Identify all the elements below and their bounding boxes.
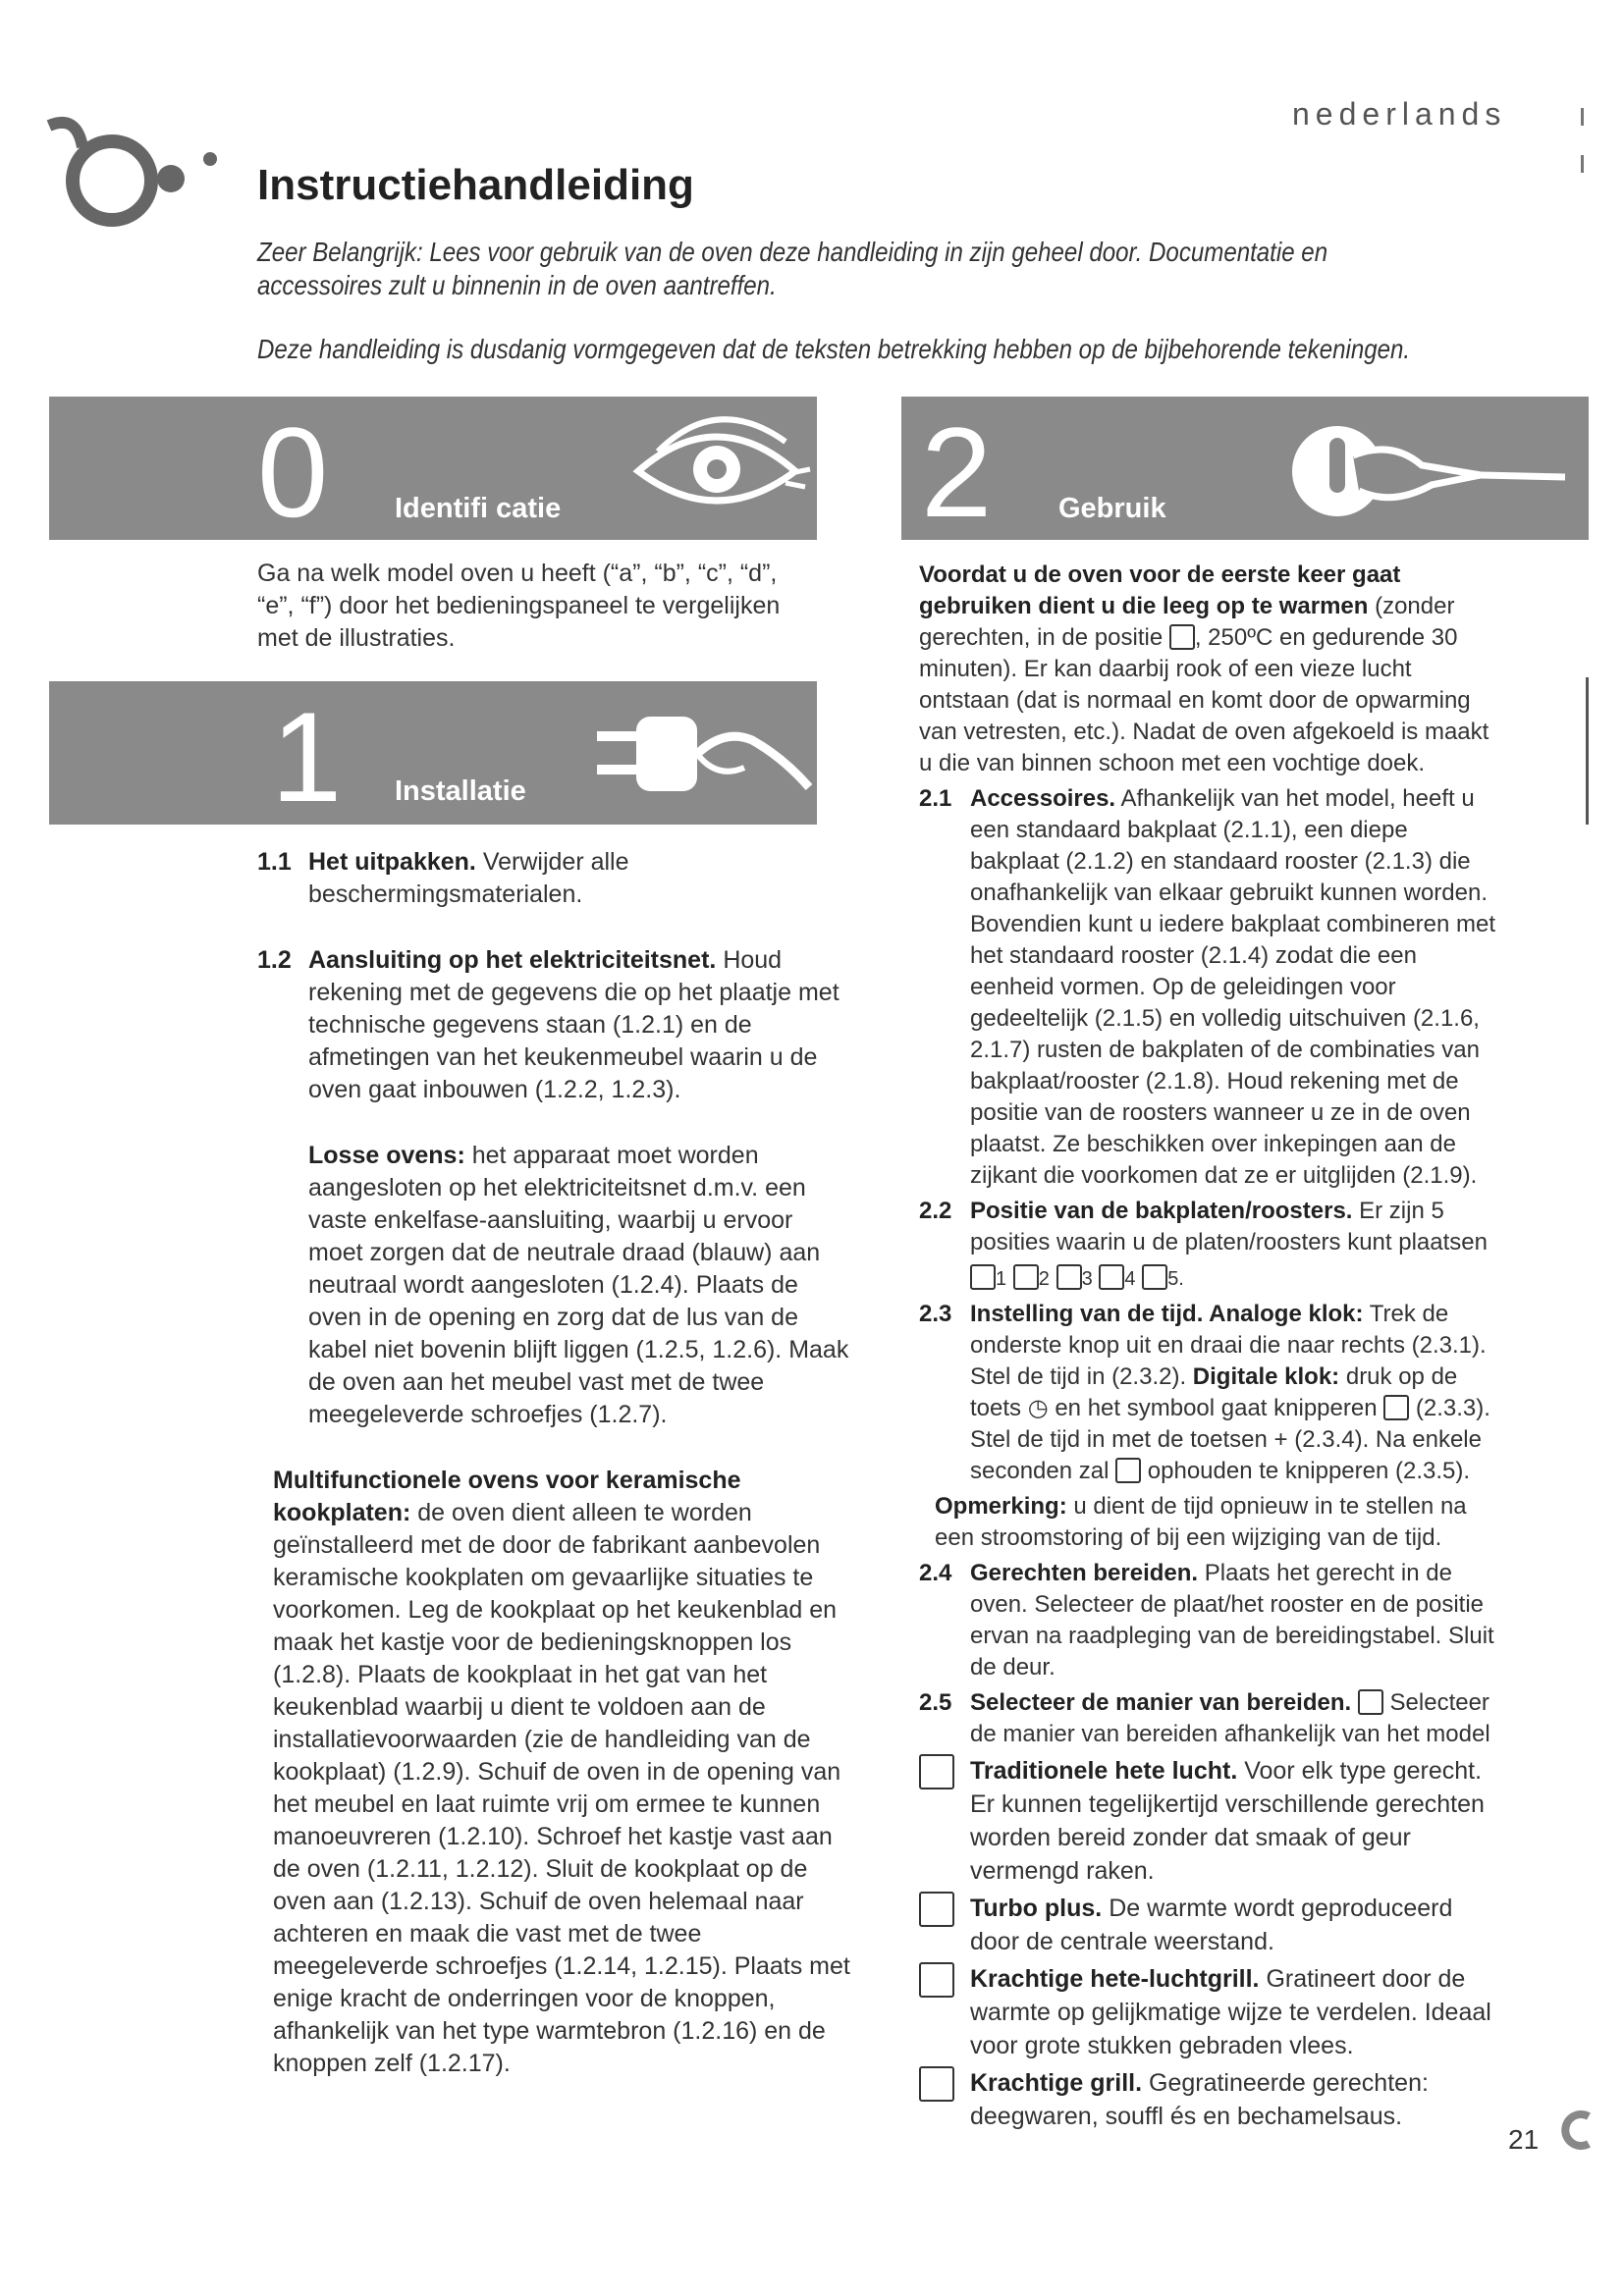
mode-item: Traditionele hete lucht. Voor elk type gerecht. Er kunnen tegelijkertijd verschillende gerechten worden bereid zonder dat smaak of geur vermengd raken. <box>919 1754 1498 1888</box>
item-2-5: 2.5 Selecteer de manier van bereiden. Selecteer de manier van bereiden afhankelijk van het model <box>919 1689 1490 1747</box>
section-number: 1 <box>271 685 343 825</box>
right-column <box>919 560 1498 2133</box>
page-number: 21 <box>1508 2124 1540 2155</box>
note-paragraph: Opmerking: u dient de tijd opnieuw in te stellen na een stroomstoring of bij een wijziging van de tijd. <box>935 1493 1467 1551</box>
losse-ovens-paragraph: Losse ovens: het apparaat moet worden aangesloten op het elektriciteitsnet d.m.v. een vaste enkelfase-aansluiting, waarbij u ervoor moet zorgen dat de neutrale draad (blauw) aan neutraal wordt aangesloten (1.2.4). Plaats de oven in de opening en zorg dat de lus van de kabel niet bovenin blijft liggen (1.2.5, 1.2.6). Maak de oven aan het meubel vast met de twee meegeleverde schroefjes (1.2.7). <box>308 1142 849 1428</box>
plus-minus-icon: + <box>1273 1426 1288 1453</box>
clock-display-icon <box>1383 1395 1409 1420</box>
section-banner-0 <box>49 397 817 540</box>
plug-icon <box>587 699 813 807</box>
shelf-position-icon <box>1013 1264 1039 1290</box>
language-label: nederlands <box>1292 96 1507 132</box>
corner-c-icon <box>1559 2110 1595 2150</box>
intro-text: Zeer Belangrijk: Lees voor gebruik van de oven deze handleiding in zijn geheel door. Documentatie en accessoires zult u binnenin in de oven aantreffen. <box>257 237 1328 300</box>
brand-logo-icon <box>43 108 240 236</box>
identification-text: Ga na welk model oven u heeft (“a”, “b”, “c”, “d”, “e”, “f”) door het bedieningspaneel te vergelijken met de illustraties. <box>257 560 781 652</box>
section-label: Identifi catie <box>395 493 562 524</box>
item-1-2: 1.2 Aansluiting op het elektriciteitsnet. Houd rekening met de gegevens die op het plaatje met technische gegevens staan (1.2.1) en de afmetingen van het keukenmeubel waarin u de oven gaat inbouwen (1.2.2, 1.2.3). <box>257 946 839 1103</box>
shelf-position-icon <box>1099 1264 1124 1290</box>
mode-item: Turbo plus. De warmte wordt geproduceerd door de centrale weerstand. <box>919 1892 1498 1958</box>
shelf-positions: 1 2 3 4 5. <box>970 1262 1184 1295</box>
section-number: 0 <box>257 400 329 540</box>
section-banner-2 <box>901 397 1589 540</box>
clock-display-icon <box>1115 1458 1141 1483</box>
fan-grill-icon <box>919 1962 954 1998</box>
hot-air-fan-icon <box>919 1754 954 1789</box>
edge-marks <box>1581 108 1584 177</box>
margin-rule <box>1586 677 1589 825</box>
item-1-1: 1.1 Het uitpakken. Verwijder alle beschermingsmaterialen. <box>257 848 629 908</box>
page-title: Instructiehandleiding <box>257 161 694 209</box>
mode-selector-icon <box>1358 1689 1383 1715</box>
shelf-position-icon <box>970 1264 996 1290</box>
shelf-position-icon <box>1056 1264 1082 1290</box>
section-label: Installatie <box>395 775 526 807</box>
eye-icon <box>628 412 815 520</box>
intro-note: Deze handleiding is dusdanig vormgegeven dat de teksten betrekking hebben op de bijbehorende tekeningen. <box>257 334 1411 364</box>
section-label: Gebruik <box>1058 493 1166 524</box>
knob-icon <box>1274 416 1569 524</box>
clock-icon: ◷ <box>1027 1395 1049 1421</box>
first-use-paragraph: Voordat u de oven voor de eerste keer gaat gebruiken dient u die leeg op te warmen (zonder gerechten, in de positie , 250ºC en gedurende 30 minuten). Er kan daarbij rook of een vieze lucht ontstaan (dat is normaal en komt door de opwarming van vetresten, etc.). Nadat de oven afgekoeld is maakt u die van binnen schoon met een vochtige doek. <box>919 561 1489 776</box>
shelf-position-icon <box>1142 1264 1167 1290</box>
section-banner-1 <box>49 681 817 825</box>
multifunctional-paragraph: Multifunctionele ovens voor keramische kookplaten: de oven dient alleen te worden geïnstalleerd met de door de fabrikant aanbevolen keramische kookplaten om gevaarlijke situaties te voorkomen. Leg de kookplaat op het keukenblad en maak het kastje voor de bedieningsknoppen los (1.2.8). Plaats de kookplaat in het gat van het keukenblad waarbij u dient te voldoen aan de installatievoorwaarden (zie de handleiding van de kookplaat) (1.2.9). Schuif de oven in de opening van het meubel en laat ruimte vrij om ermee te kunnen manoeuvreren (1.2.10). Schroef het kastje vast aan de oven (1.2.11, 1.2.12). Sluit de kookplaat op de oven aan (1.2.13). Schuif de oven helemaal naar achteren en maak die vast met de twee meegeleverde schroefjes (1.2.14, 1.2.15). Plaats met enige kracht de onderringen voor de knoppen, afhankelijk van het type warmtebron (1.2.16) en de knoppen zelf (1.2.17). <box>273 1467 850 2077</box>
section-number: 2 <box>921 400 993 540</box>
left-column <box>257 846 852 2080</box>
item-2-2: 2.2 Positie van de bakplaten/roosters. Er zijn 5 posities waarin u de platen/roosters kunt plaatsen 1 2 3 4 5. <box>919 1196 1498 1295</box>
conventional-heat-icon <box>1169 624 1195 650</box>
cooking-modes <box>919 1754 1498 2133</box>
grill-icon <box>919 2066 954 2102</box>
mode-item: Krachtige hete-luchtgrill. Gratineert door de warmte op gelijkmatige wijze te verdelen. Ideaal voor grote stukken gebraden vlees. <box>919 1962 1498 2062</box>
mode-item: Krachtige grill. Gegratineerde gerechten: deegwaren, souffl és en bechamelsaus. <box>919 2066 1498 2133</box>
item-2-4: 2.4 Gerechten bereiden. Plaats het gerecht in de oven. Selecteer de plaat/het rooster en de positie ervan na raadpleging van de bereidingstabel. Sluit de deur. <box>919 1560 1494 1681</box>
item-2-1: 2.1 Accessoires. Afhankelijk van het model, heeft u een standaard bakplaat (2.1.1), een diepe bakplaat (2.1.2) en standaard rooster (2.1.3) die onafhankelijk van elkaar gebruikt kunnen worden. Bovendien kunt u iedere bakplaat combineren met het standaard rooster (2.1.4) zodat die een eenheid vormen. Op de geleidingen voor gedeeltelijk (2.1.5) en volledig uitschuiven (2.1.6, 2.1.7) rusten de bakplaten of de combinaties van bakplaat/rooster (2.1.8). Houd rekening met de positie van de roosters wanneer u ze in de oven plaatst. Ze beschikken over inkepingen aan de zijkant die voorkomen dat ze er uitglijden (2.1.9). <box>919 785 1496 1189</box>
turbo-fan-icon <box>919 1892 954 1927</box>
item-2-3: 2.3 Instelling van de tijd. Analoge klok: Trek de onderste knop uit en draai die naar rechts (2.3.1). Stel de tijd in (2.3.2). Digitale klok: druk op de toets ◷ en het symbool gaat knipperen (2.3.3). Stel de tijd in met de toetsen + (2.3.4). Na enkele seconden zal ophouden te knipperen (2.3.5). <box>919 1301 1490 1484</box>
